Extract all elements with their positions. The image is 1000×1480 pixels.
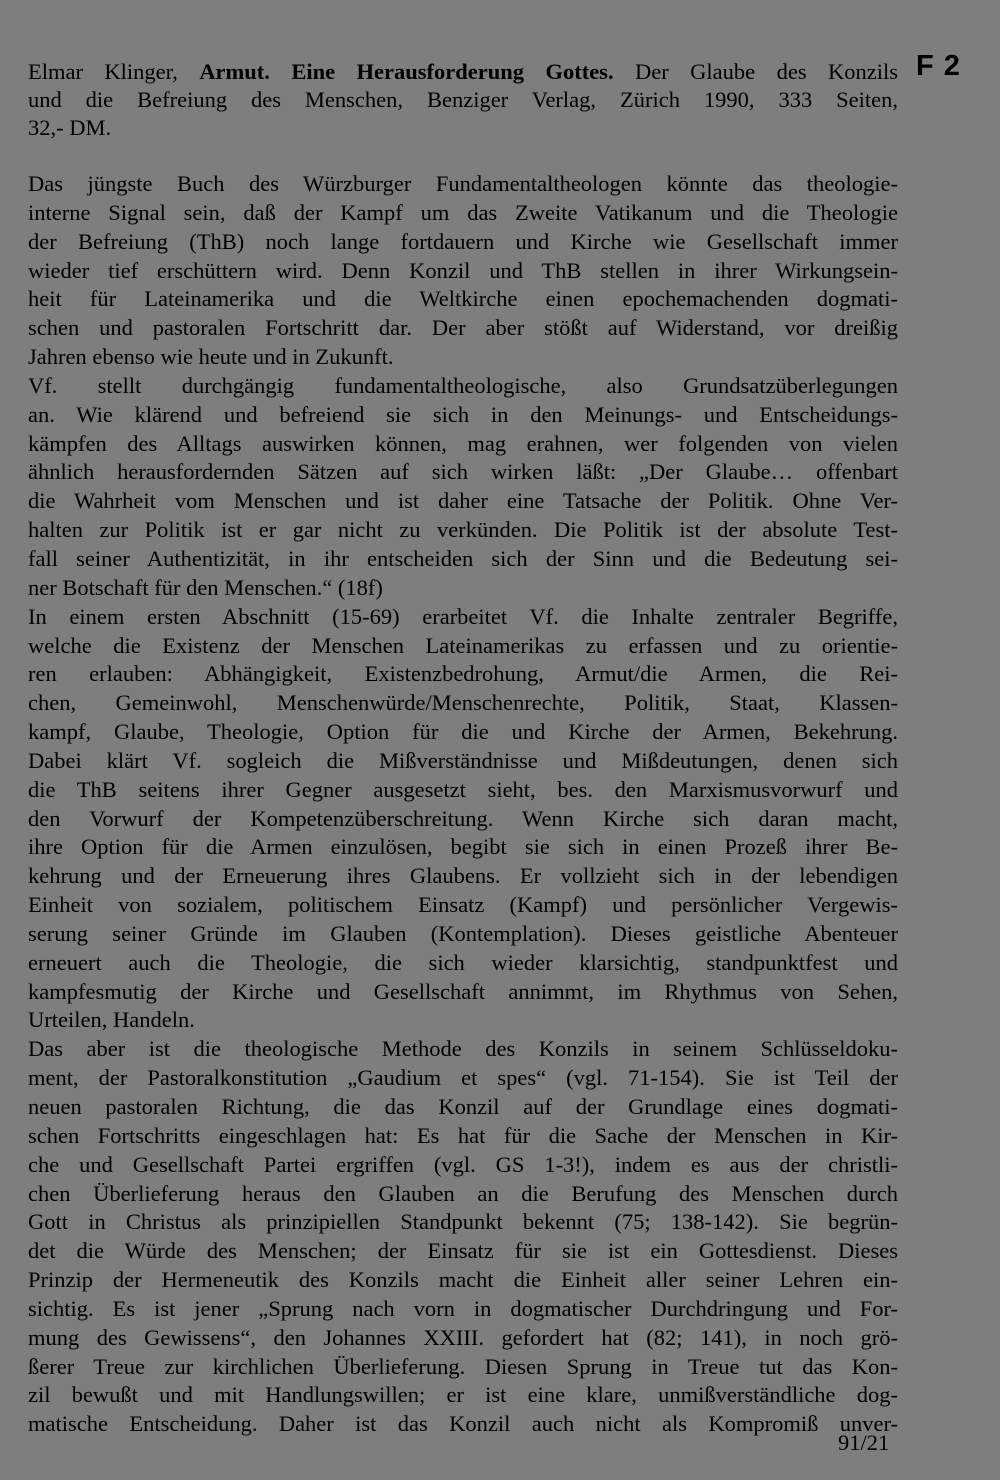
body-line: sichtig. Es ist jener „Sprung nach vorn in dogmatischer Durchdringung und For- [28, 1295, 898, 1321]
body-line: interne Signal sein, daß der Kampf um das Zweite Vatikanum und die Theologie [28, 199, 898, 225]
body-line: Das jüngste Buch des Würzburger Fundamentaltheologen könnte das theologie- [28, 171, 898, 196]
body-line: schen und pastoralen Fortschritt dar. Der aber stößt auf Widerstand, vor dreißig [28, 315, 898, 341]
body-line: Einheit von sozialem, politischem Einsatz (Kampf) und persönlicher Vergewis- [28, 892, 898, 918]
body-line: ihre Option für die Armen einzulösen, begibt sie sich in einen Prozeß ihrer Be- [28, 834, 898, 860]
review-body [28, 170, 898, 1439]
body-line: chen, Gemeinwohl, Menschenwürde/Menschenrechte, Politik, Staat, Klassen- [28, 690, 898, 716]
body-line: an. Wie klärend und befreiend sie sich in den Meinungs- und Entscheidungs- [28, 401, 898, 427]
body-line: ren erlauben: Abhängigkeit, Existenzbedrohung, Armut/die Armen, die Rei- [28, 661, 898, 687]
body-line: die Wahrheit vom Menschen und ist daher eine Tatsache der Politik. Ohne Ver- [28, 488, 898, 514]
body-line: kampfesmutig der Kirche und Gesellschaft annimmt, im Rhythmus von Sehen, [28, 978, 898, 1004]
body-line: der Befreiung (ThB) noch lange fortdauern und Kirche wie Gesellschaft immer [28, 228, 898, 254]
citation-title: Armut. Eine Herausforderung Gottes. [199, 59, 614, 84]
citation-author: Elmar Klinger, [28, 59, 178, 84]
citation-line-1 [28, 58, 898, 86]
citation-line-2: und die Befreiung des Menschen, Benziger Verlag, Zürich 1990, 333 Seiten, [28, 87, 898, 112]
body-line: Urteilen, Handeln. [28, 1007, 195, 1033]
body-line: chen Überlieferung heraus den Glauben an die Berufung des Menschen durch [28, 1180, 898, 1206]
body-line: kampf, Glaube, Theologie, Option für die und Kirche der Armen, Bekehrung. [28, 719, 898, 745]
body-line: neuen pastoralen Richtung, die das Konzil auf der Grundlage eines dogmati- [28, 1094, 898, 1119]
body-line: ner Botschaft für den Menschen.“ (18f) [28, 574, 383, 600]
body-line: halten zur Politik ist er gar nicht zu verkünden. Die Politik ist der absolute Test- [28, 517, 898, 543]
body-line: matische Entscheidung. Daher ist das Konzil auch nicht als Kompromiß unver- [28, 1411, 898, 1437]
body-line: Gott in Christus als prinzipiellen Standpunkt bekennt (75; 138-142). Sie begrün- [28, 1209, 898, 1235]
body-line: che und Gesellschaft Partei ergriffen (vgl. GS 1-3!), indem es aus der christli- [28, 1151, 898, 1177]
body-line: schen Fortschritts eingeschlagen hat: Es hat für die Sache der Menschen in Kir- [28, 1122, 898, 1148]
body-line: heit für Lateinamerika und die Weltkirche einen epochemachenden dogmati- [28, 286, 898, 312]
body-line: In einem ersten Abschnitt (15-69) erarbeitet Vf. die Inhalte zentraler Begriffe, [28, 603, 898, 629]
body-line: ßerer Treue zur kirchlichen Überlieferung. Diesen Sprung in Treue tut das Kon- [28, 1353, 898, 1379]
page-number: 91/21 [838, 1430, 890, 1455]
body-line: mung des Gewissens“, den Johannes XXIII. gefordert hat (82; 141), in noch grö- [28, 1324, 898, 1350]
citation-subtitle: Der Glaube des Konzils [635, 59, 899, 84]
body-line: zil bewußt und mit Handlungswillen; er ist eine klare, unmißverständliche dog- [28, 1382, 898, 1408]
citation-line-3: 32,- DM. [28, 115, 112, 140]
body-line: kehrung und der Erneuerung ihres Glaubens. Er vollzieht sich in der lebendigen [28, 863, 898, 889]
body-line: det die Würde des Menschen; der Einsatz für sie ist ein Gottesdienst. Dieses [28, 1238, 898, 1264]
body-line: die ThB seitens ihrer Gegner ausgesetzt sieht, bes. den Marxismusvorwurf und [28, 776, 898, 802]
body-line: Jahren ebenso wie heute und in Zukunft. [28, 344, 394, 370]
body-line: erneuert auch die Theologie, die sich wieder klarsichtig, standpunktfest und [28, 949, 898, 975]
body-line: Prinzip der Hermeneutik des Konzils macht die Einheit aller seiner Lehren ein- [28, 1267, 898, 1293]
body-line: Vf. stellt durchgängig fundamentaltheologische, also Grundsatzüberlegungen [28, 372, 898, 398]
body-line: serung seiner Gründe im Glauben (Kontemplation). Dieses geistliche Abenteuer [28, 920, 898, 946]
body-line: fall seiner Authentizität, in ihr entscheiden sich der Sinn und die Bedeutung sei- [28, 545, 898, 571]
page-label: F 2 [916, 50, 961, 82]
body-line: Dabei klärt Vf. sogleich die Mißverständnisse und Mißdeutungen, denen sich [28, 747, 898, 773]
body-line: kämpfen des Alltags auswirken können, mag erahnen, wer folgenden von vielen [28, 430, 898, 456]
body-line: wieder tief erschüttern wird. Denn Konzil und ThB stellen in ihrer Wirkungsein- [28, 257, 898, 283]
body-line: Das aber ist die theologische Methode des Konzils in seinem Schlüsseldoku- [28, 1036, 898, 1062]
body-line: den Vorwurf der Kompetenzüberschreitung. Wenn Kirche sich daran macht, [28, 805, 898, 831]
book-citation [28, 58, 898, 142]
body-line: ment, der Pastoralkonstitution „Gaudium et spes“ (vgl. 71-154). Sie ist Teil der [28, 1065, 898, 1091]
body-line: welche die Existenz der Menschen Lateinamerikas zu erfassen und zu orientie- [28, 632, 898, 658]
body-line: ähnlich herausfordernden Sätzen auf sich wirken läßt: „Der Glaube… offenbart [28, 459, 898, 485]
